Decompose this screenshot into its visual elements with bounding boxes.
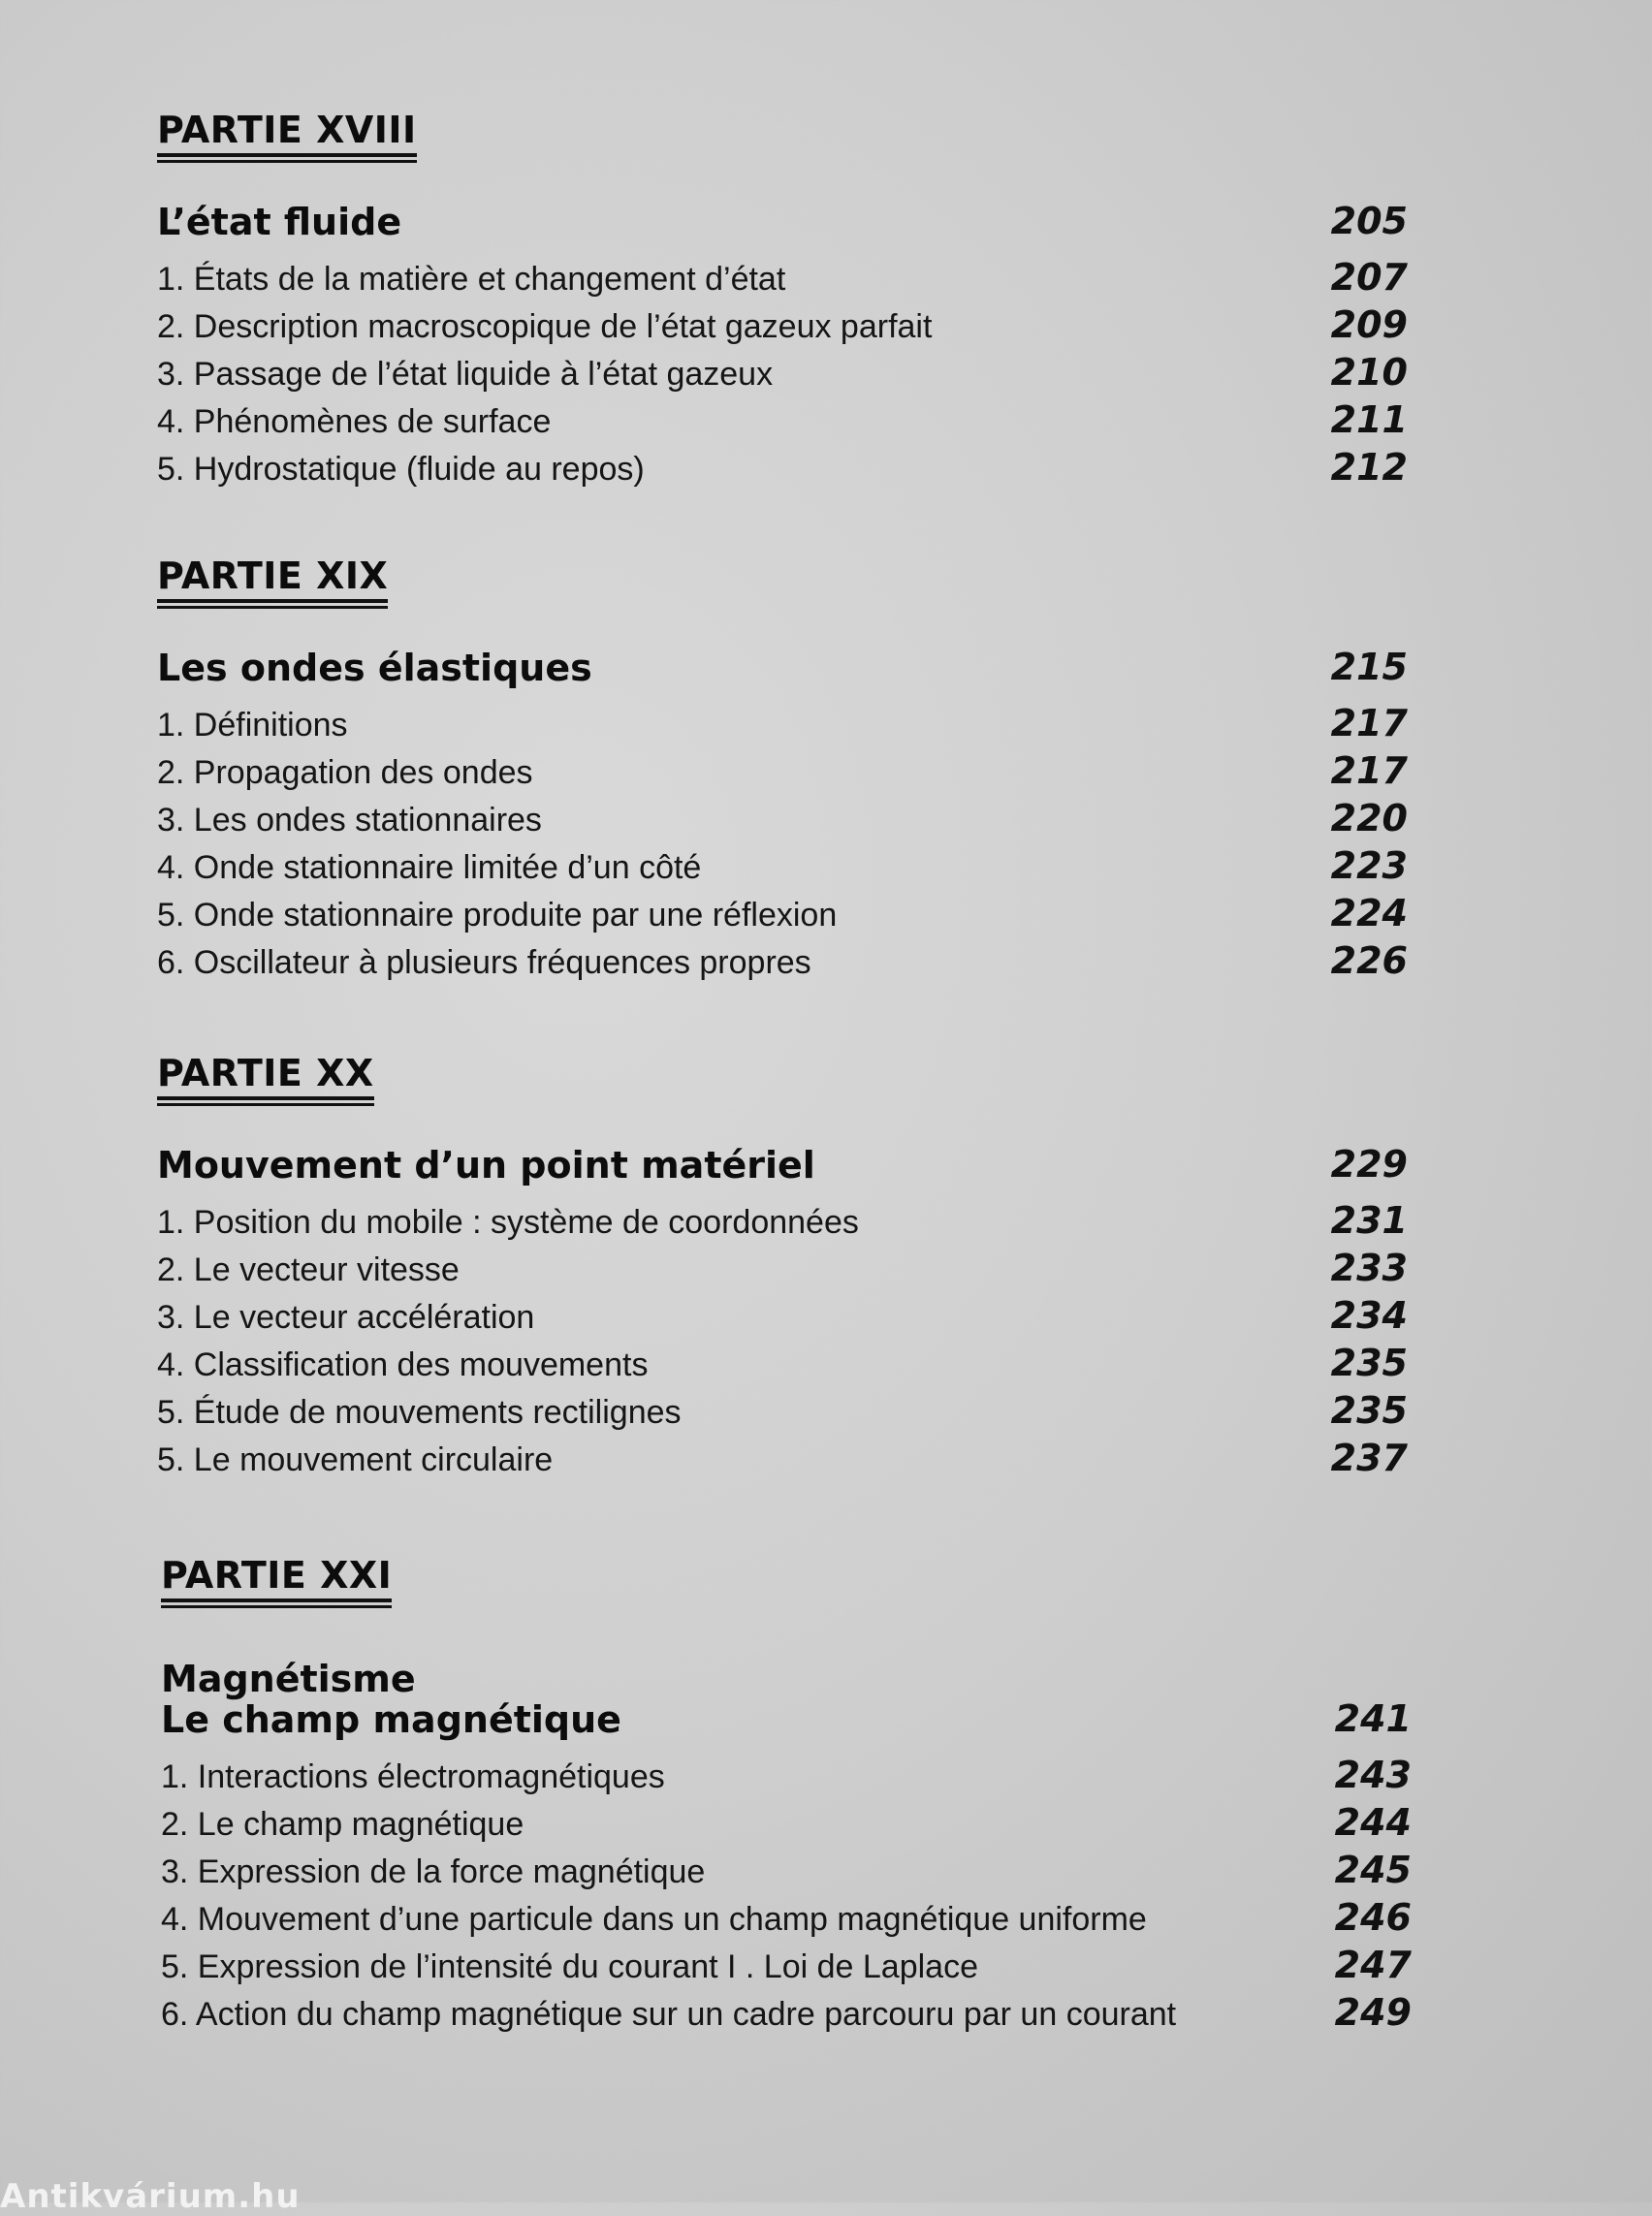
entry-page-number: 231 bbox=[1330, 1199, 1408, 1242]
entry-page-number: 223 bbox=[1330, 844, 1408, 887]
toc-entry bbox=[157, 1247, 1408, 1294]
toc-entry bbox=[161, 1849, 1412, 1896]
toc-entry bbox=[157, 351, 1408, 398]
part-section bbox=[161, 1554, 1412, 2039]
chapter-title-line: Mouvement d’un point matériel bbox=[157, 1144, 815, 1187]
entry-page-number: 237 bbox=[1330, 1437, 1408, 1479]
entry-page-number: 234 bbox=[1330, 1294, 1408, 1337]
entry-label: 6. Action du champ magnétique sur un cadre parcouru par un courant bbox=[161, 1996, 1177, 2033]
entry-page-number: 245 bbox=[1334, 1849, 1412, 1891]
part-heading-text: PARTIE XVIII bbox=[157, 109, 417, 157]
entry-page-number: 212 bbox=[1330, 446, 1408, 489]
entry-label: 6. Oscillateur à plusieurs fréquences propres bbox=[157, 944, 811, 981]
entry-page-number: 244 bbox=[1334, 1801, 1412, 1844]
chapter-title-line: Magnétisme bbox=[161, 1658, 416, 1700]
toc-entry bbox=[161, 1944, 1412, 1991]
entry-label: 4. Classification des mouvements bbox=[157, 1346, 649, 1383]
entry-page-number: 249 bbox=[1334, 1991, 1412, 2034]
entry-page-number: 235 bbox=[1330, 1389, 1408, 1432]
entry-label: 3. Les ondes stationnaires bbox=[157, 802, 542, 839]
toc-entry bbox=[157, 446, 1408, 493]
toc-entry bbox=[157, 303, 1408, 351]
toc-entry bbox=[157, 702, 1408, 749]
chapter-title bbox=[157, 648, 592, 688]
entry-page-number: 211 bbox=[1330, 398, 1408, 441]
entry-label: 2. Le champ magnétique bbox=[161, 1806, 524, 1843]
toc-entry bbox=[157, 749, 1408, 797]
entry-label: 1. Position du mobile : système de coordonnées bbox=[157, 1204, 859, 1241]
chapter-title-line: L’état fluide bbox=[157, 201, 402, 243]
entry-label: 2. Le vecteur vitesse bbox=[157, 1251, 460, 1288]
entry-page-number: 220 bbox=[1330, 797, 1408, 839]
entry-page-number: 226 bbox=[1330, 939, 1408, 982]
toc-entry bbox=[157, 1389, 1408, 1437]
entry-label: 5. Expression de l’intensité du courant I . Loi de Laplace bbox=[161, 1948, 978, 1985]
entry-label: 3. Passage de l’état liquide à l’état gazeux bbox=[157, 356, 774, 393]
chapter-row bbox=[157, 646, 1408, 688]
part-section bbox=[157, 554, 1408, 987]
toc-entry bbox=[157, 398, 1408, 446]
toc-entry bbox=[161, 1801, 1412, 1849]
chapter-title-line: Les ondes élastiques bbox=[157, 647, 592, 689]
entry-page-number: 247 bbox=[1334, 1944, 1412, 1986]
entry-label: 5. Hydrostatique (fluide au repos) bbox=[157, 451, 645, 488]
entry-page-number: 243 bbox=[1334, 1754, 1412, 1796]
entry-page-number: 246 bbox=[1334, 1896, 1412, 1939]
entry-page-number: 210 bbox=[1330, 351, 1408, 394]
part-heading bbox=[157, 1052, 1408, 1100]
entry-label: 3. Expression de la force magnétique bbox=[161, 1853, 706, 1890]
toc-entry bbox=[157, 256, 1408, 303]
entry-label: 5. Étude de mouvements rectilignes bbox=[157, 1394, 682, 1431]
chapter-title bbox=[157, 202, 401, 242]
chapter-row bbox=[157, 200, 1408, 242]
toc-entry bbox=[157, 1437, 1408, 1484]
entry-page-number: 217 bbox=[1330, 702, 1408, 744]
chapter-row bbox=[161, 1659, 1412, 1740]
toc-entry bbox=[161, 1754, 1412, 1801]
chapter-page-number: 229 bbox=[1330, 1143, 1408, 1186]
chapter-page-number: 241 bbox=[1334, 1697, 1412, 1740]
part-heading-text: PARTIE XXI bbox=[161, 1554, 392, 1602]
entry-label: 1. Interactions électromagnétiques bbox=[161, 1758, 665, 1795]
entry-label: 4. Onde stationnaire limitée d’un côté bbox=[157, 849, 702, 886]
entry-label: 1. Définitions bbox=[157, 707, 348, 744]
toc-entry bbox=[161, 1991, 1412, 2039]
toc-entry bbox=[157, 892, 1408, 939]
entry-label: 5. Onde stationnaire produite par une réflexion bbox=[157, 897, 838, 934]
chapter-row bbox=[157, 1143, 1408, 1186]
part-heading bbox=[157, 109, 1408, 157]
chapter-page-number: 205 bbox=[1330, 200, 1408, 242]
entry-page-number: 233 bbox=[1330, 1247, 1408, 1289]
part-heading-text: PARTIE XIX bbox=[157, 554, 388, 603]
chapter-page-number: 215 bbox=[1330, 646, 1408, 688]
entry-page-number: 209 bbox=[1330, 303, 1408, 346]
toc-entry bbox=[157, 844, 1408, 892]
part-section bbox=[157, 1052, 1408, 1484]
entry-page-number: 235 bbox=[1330, 1342, 1408, 1384]
toc-entry bbox=[161, 1896, 1412, 1944]
part-heading bbox=[161, 1554, 1412, 1602]
entry-label: 4. Phénomènes de surface bbox=[157, 403, 552, 440]
entry-label: 2. Description macroscopique de l’état gazeux parfait bbox=[157, 308, 933, 345]
entry-page-number: 217 bbox=[1330, 749, 1408, 792]
part-heading bbox=[157, 554, 1408, 603]
chapter-title bbox=[161, 1659, 621, 1740]
toc-entry bbox=[157, 1342, 1408, 1389]
part-section bbox=[157, 109, 1408, 493]
part-heading-text: PARTIE XX bbox=[157, 1052, 374, 1100]
watermark: Antikvárium.hu bbox=[0, 2177, 301, 2216]
toc-entry bbox=[157, 1294, 1408, 1342]
entry-page-number: 207 bbox=[1330, 256, 1408, 299]
entry-label: 3. Le vecteur accélération bbox=[157, 1299, 535, 1336]
chapter-title-line: Le champ magnétique bbox=[161, 1698, 621, 1741]
toc-entry bbox=[157, 797, 1408, 844]
entry-label: 2. Propagation des ondes bbox=[157, 754, 533, 791]
chapter-title bbox=[157, 1145, 815, 1186]
entry-label: 5. Le mouvement circulaire bbox=[157, 1441, 554, 1478]
toc-entry bbox=[157, 939, 1408, 987]
entry-label: 1. États de la matière et changement d’état bbox=[157, 261, 786, 298]
entry-page-number: 224 bbox=[1330, 892, 1408, 934]
entry-label: 4. Mouvement d’une particule dans un champ magnétique uniforme bbox=[161, 1901, 1147, 1938]
toc-entry bbox=[157, 1199, 1408, 1247]
